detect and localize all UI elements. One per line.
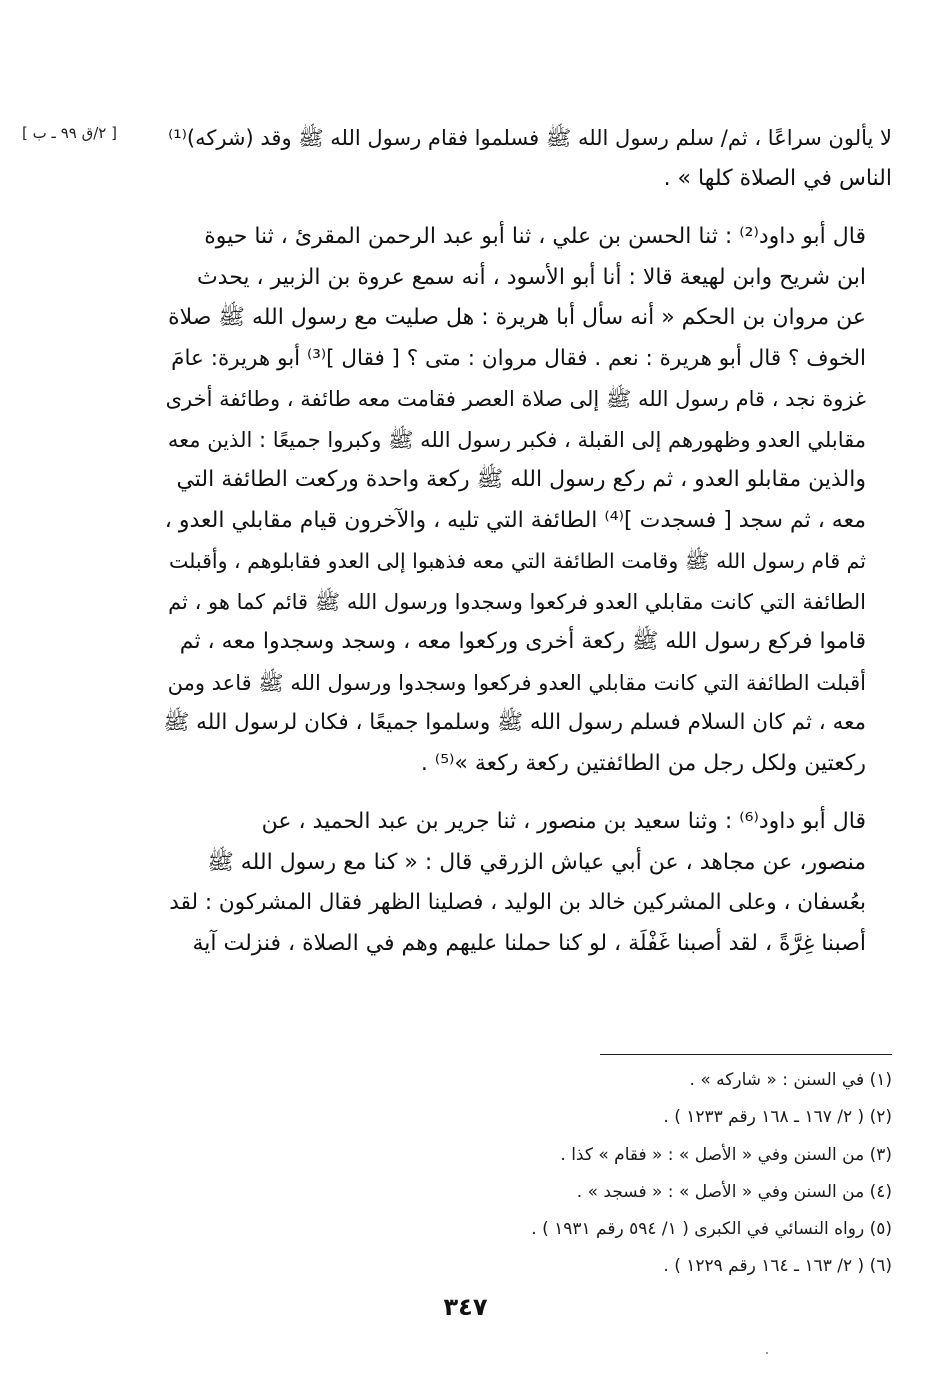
- text-line: أقبلت الطائفة التي كانت مقابلي العدو فركعوا وسجدوا ورسول الله ﷺ قاعد ومن: [167, 670, 866, 695]
- manuscript-folio-reference: [ ٢/ق ٩٩ ـ ب ]: [22, 124, 117, 142]
- paragraph-continuation: [158, 118, 892, 199]
- text-line: لا يألون سراعًا ، ثم/ سلم رسول الله ﷺ فسلموا فقام رسول الله ﷺ وقد (شركه)⁽¹⁾: [168, 126, 892, 150]
- text-line: بعُسفان ، وعلى المشركين خالد بن الوليد ، فصلينا الظهر فقال المشركون : لقد: [169, 890, 866, 915]
- paragraph-hadith-abu-dawud-1: [158, 217, 892, 784]
- footnote: (١) في السنن : « شاركه » .: [689, 1070, 892, 1090]
- text-line: مقابلي العدو وظهورهم إلى القبلة ، فكبر رسول الله ﷺ وكبروا جميعًا : الذين معه: [167, 427, 866, 452]
- text-line: معه ، ثم سجد [ فسجدت ]⁽⁴⁾ الطائفة التي تليه ، والآخرون قيام مقابلي العدو ،: [164, 507, 866, 533]
- text-line: قاموا فركع رسول الله ﷺ ركعة أخرى وركعوا معه ، وسجد وسجدوا معه ، ثم: [179, 629, 866, 654]
- text-line: قال أبو داود⁽²⁾ : ثنا الحسن بن علي ، ثنا أبو عبد الرحمن المقرئ ، ثنا حيوة: [204, 224, 866, 249]
- text-line: منصور، عن مجاهد ، عن أبي عياش الزرقي قال : « كنا مع رسول الله ﷺ: [207, 849, 866, 875]
- footnote: (٢) ( ٢/ ١٦٧ ـ ١٦٨ رقم ١٢٣٣ ) .: [663, 1107, 892, 1128]
- text-line: الناس في الصلاة كلها » .: [663, 165, 892, 191]
- footnote: (٦) ( ٢/ ١٦٣ ـ ١٦٤ رقم ١٢٢٩ ) .: [663, 1256, 892, 1277]
- footnote: (٥) رواه النسائي في الكبرى ( ١/ ٥٩٤ رقم ١٩٣١ ) .: [531, 1219, 892, 1240]
- text-line: عن مروان بن الحكم « أنه سأل أبا هريرة : هل صليت مع رسول الله ﷺ صلاة: [168, 305, 866, 330]
- footnotes: [300, 1062, 892, 1286]
- paragraph-hadith-abu-dawud-2: [158, 802, 892, 964]
- page-number: ٣٤٧: [443, 1293, 488, 1321]
- text-line: ركعتين ولكل رجل من الطائفتين ركعة ركعة »⁽⁵⁾ .: [420, 750, 866, 776]
- text-line: قال أبو داود⁽⁶⁾ : وثنا سعيد بن منصور ، ثنا جرير بن عبد الحميد ، عن: [261, 809, 866, 834]
- text-line: الخوف ؟ قال أبو هريرة : نعم . فقال مروان : متى ؟ [ فقال ]⁽³⁾ أبو هريرة: عامَ: [171, 345, 866, 371]
- footnote: (٣) من السنن وفي « الأصل » : « فقام » كذا .: [560, 1144, 892, 1165]
- main-text: [158, 118, 892, 964]
- scan-speck: [766, 1352, 768, 1354]
- text-line: والذين مقابلو العدو ، ثم ركع رسول الله ﷺ ركعة واحدة وركعت الطائفة التي: [176, 467, 866, 492]
- text-line: معه ، ثم كان السلام فسلم رسول الله ﷺ وسلموا جميعًا ، فكان لرسول الله ﷺ: [163, 710, 866, 735]
- text-line: أصبنا غِرَّةً ، لقد أصبنا غَفْلَة ، لو كنا حملنا عليهم وهم في الصلاة ، فنزلت آية: [192, 930, 866, 956]
- text-line: الطائفة التي كانت مقابلي العدو فركعوا وسجدوا ورسول الله ﷺ قائم كما هو ، ثم: [168, 589, 866, 614]
- text-line: ابن شريح وابن لهيعة قالا : أنا أبو الأسود ، أنه سمع عروة بن الزبير ، يحدث: [196, 264, 866, 290]
- text-line: غزوة نجد ، قام رسول الله ﷺ إلى صلاة العصر فقامت معه طائفة ، وطائفة أخرى: [165, 387, 866, 411]
- footnote: (٤) من السنن وفي « الأصل » : « فسجد » .: [576, 1181, 892, 1202]
- footnote-divider: [600, 1054, 892, 1055]
- text-line: ثم قام رسول الله ﷺ وقامت الطائفة التي معه فذهبوا إلى العدو فقابلوهم ، وأقبلت: [169, 549, 866, 573]
